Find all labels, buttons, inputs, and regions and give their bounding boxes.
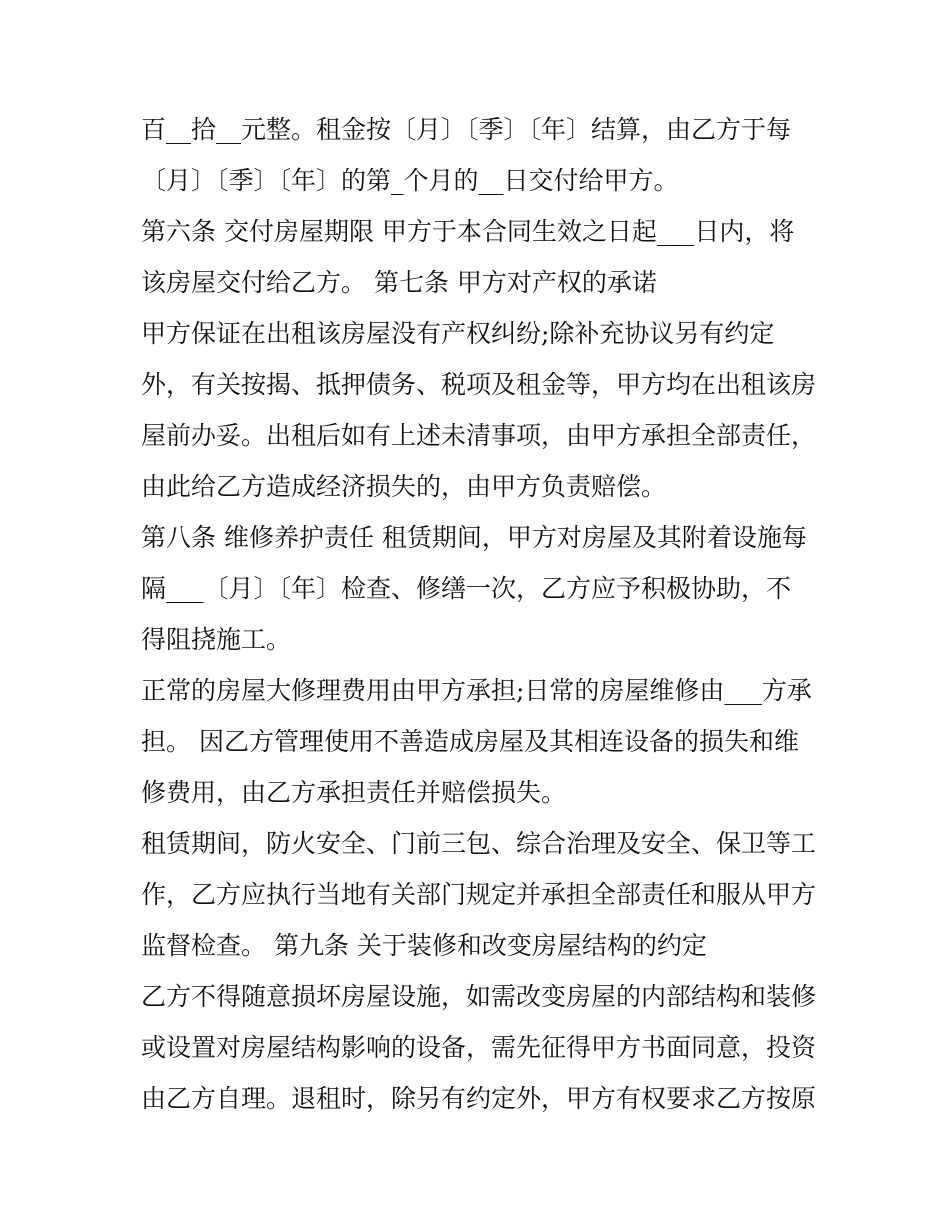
text-line: 该房屋交付给乙方。 第七条 甲方对产权的承诺: [141, 268, 657, 297]
text-line: 作，乙方应执行当地有关部门规定并承担全部责任和服从甲方: [141, 880, 817, 909]
text-line: 由此给乙方造成经济损失的，由甲方负责赔偿。: [141, 472, 667, 501]
text-line: 隔___〔月〕〔年〕检查、修缮一次，乙方应予积极协助，不: [141, 574, 792, 603]
text-line: 修费用，由乙方承担责任并赔偿损失。: [141, 778, 567, 807]
text-line: 甲方保证在出租该房屋没有产权纠纷;除补充协议另有约定: [141, 319, 775, 348]
document-body: [141, 110, 821, 1130]
text-line: 外，有关按揭、抵押债务、税项及租金等，甲方均在出租该房: [141, 370, 817, 399]
text-line: 监督检查。 第九条 关于装修和改变房屋结构的约定: [141, 931, 707, 960]
text-line: 乙方不得随意损坏房屋设施，如需改变房屋的内部结构和装修: [141, 982, 817, 1011]
text-line: 租赁期间，防火安全、门前三包、综合治理及安全、保卫等工: [141, 829, 817, 858]
text-line: 百__拾__元整。租金按〔月〕〔季〕〔年〕结算，由乙方于每: [141, 115, 792, 144]
text-line: 担。 因乙方管理使用不善造成房屋及其相连设备的损失和维: [141, 727, 799, 756]
text-line: 正常的房屋大修理费用由甲方承担;日常的房屋维修由___方承: [141, 676, 812, 705]
text-line: 由乙方自理。退租时，除另有约定外，甲方有权要求乙方按原: [141, 1084, 817, 1113]
text-line: 或设置对房屋结构影响的设备，需先征得甲方书面同意，投资: [141, 1033, 817, 1062]
text-line: 〔月〕〔季〕〔年〕的第_个月的__日交付给甲方。: [141, 166, 679, 195]
text-line: 第八条 维修养护责任 租赁期间，甲方对房屋及其附着设施每: [141, 523, 807, 552]
text-line: 得阻挠施工。: [141, 625, 292, 654]
text-line: 屋前办妥。出租后如有上述未清事项，由甲方承担全部责任，: [141, 421, 817, 450]
text-line: 第六条 交付房屋期限 甲方于本合同生效之日起___日内，将: [141, 217, 795, 246]
